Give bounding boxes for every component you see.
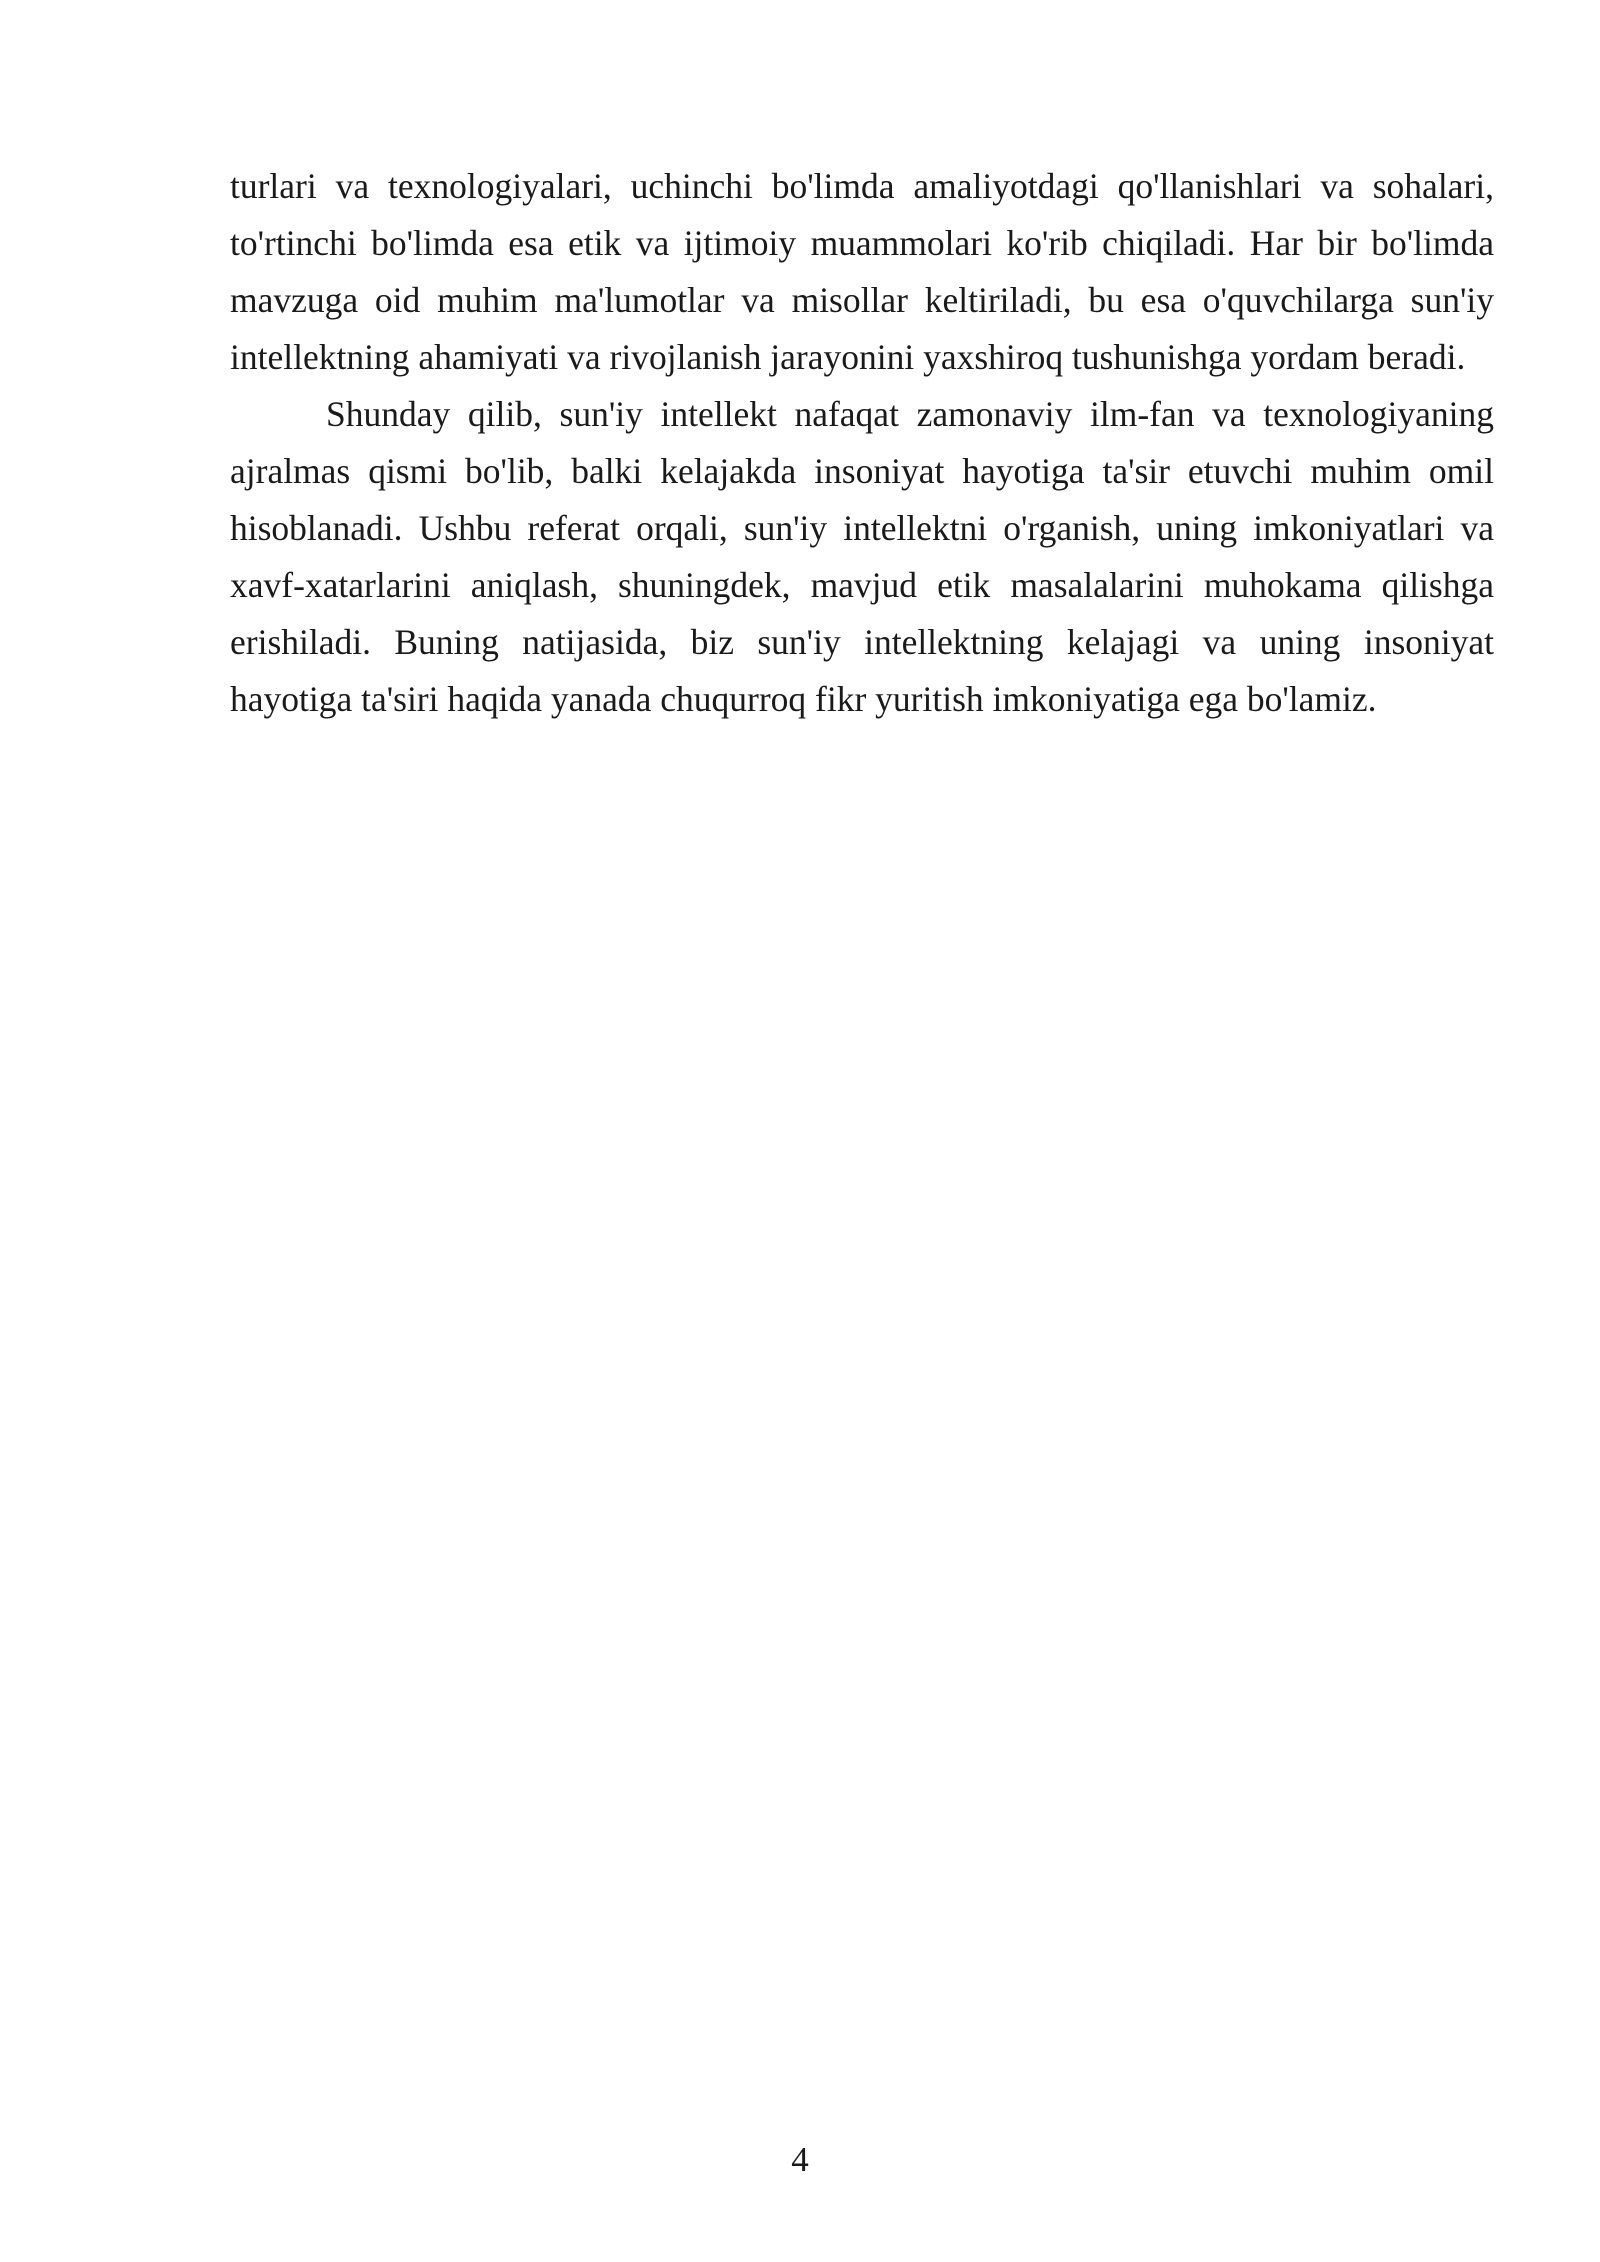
body-text <box>230 158 1494 728</box>
paragraph-continuation: turlari va texnologiyalari, uchinchi bo'limda amaliyotdagi qo'llanishlari va sohalari, to'rtinchi bo'limda esa etik va ijtimoiy muammolari ko'rib chiqiladi. Har bir bo'limda mavzuga oid muhim ma'lumotlar va misollar keltiriladi, bu esa o'quvchilarga sun'iy intellektning ahamiyati va rivojlanish jarayonini yaxshiroq tushunishga yordam beradi. <box>230 166 1494 377</box>
paragraph-conclusion: Shunday qilib, sun'iy intellekt nafaqat zamonaviy ilm-fan va texnologiyaning ajralmas qismi bo'lib, balki kelajakda insoniyat hayotiga ta'sir etuvchi muhim omil hisoblanadi. Ushbu referat orqali, sun'iy intellektni o'rganish, uning imkoniyatlari va xavf-xatarlarini aniqlash, shuningdek, mavjud etik masalalarini muhokama qilishga erishiladi. Buning natijasida, biz sun'iy intellektning kelajagi va uning insoniyat hayotiga ta'siri haqida yanada chuqurroq fikr yuritish imkoniyatiga ega bo'lamiz. <box>230 394 1494 719</box>
page-number: 4 <box>791 2140 809 2179</box>
